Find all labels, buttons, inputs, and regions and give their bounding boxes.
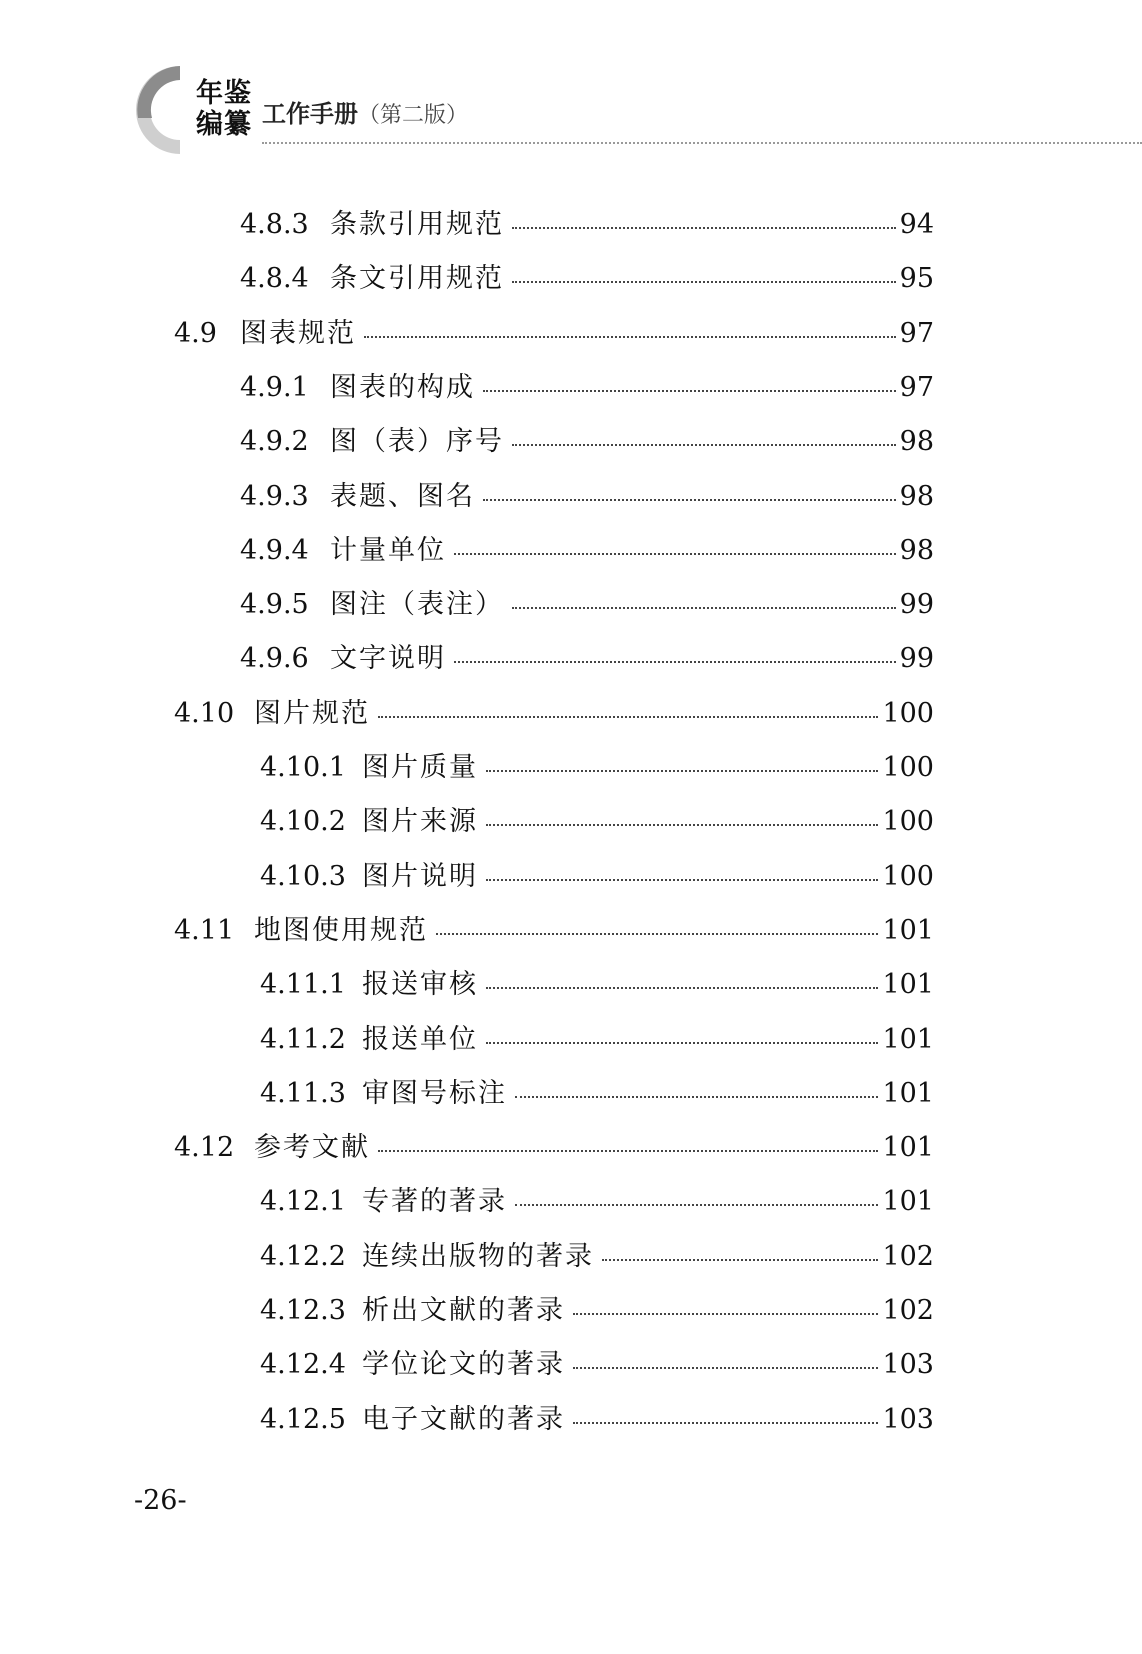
toc-leader-dots [378,1150,878,1152]
toc-entry-title: 审图号标注 [362,1078,507,1109]
brand-logo-text [196,78,252,140]
toc-entry-number: 4.12.2 [260,1241,346,1272]
toc-entry-page: 100 [882,698,934,729]
toc-leader-dots [454,661,896,663]
toc-leader-dots [486,770,878,772]
toc-entry[interactable] [240,425,934,459]
toc-entry-title: 报送审核 [362,969,478,1000]
toc-entry-title: 条文引用规范 [330,263,504,294]
toc-entry-number: 4.8.4 [240,263,309,294]
toc-leader-dots [573,1367,878,1369]
toc-entry[interactable] [260,1240,934,1274]
toc-entry[interactable] [260,1348,934,1382]
toc-leader-dots [512,227,896,229]
brand-line-1: 年鉴 [196,78,252,109]
toc-entry-title: 地图使用规范 [254,915,428,946]
toc-entry-number: 4.11.2 [260,1024,346,1055]
toc-entry-number: 4.9.3 [240,481,309,512]
toc-entry-page: 99 [899,589,934,620]
toc-leader-dots [512,607,896,609]
toc-entry-page: 101 [882,1024,934,1055]
toc-entry-number: 4.9.1 [240,372,309,403]
toc-entry-page: 95 [899,263,934,294]
toc-entry-title: 析出文献的著录 [362,1295,565,1326]
toc-entry[interactable] [240,534,934,568]
toc-leader-dots [515,1096,878,1098]
toc-entry-title: 图表的构成 [330,372,475,403]
book-title [262,94,468,129]
toc-entry[interactable] [174,1131,934,1165]
toc-entry[interactable] [240,208,934,242]
toc-entry-number: 4.12.3 [260,1295,346,1326]
toc-entry-number: 4.11 [174,915,235,946]
toc-entry[interactable] [260,751,934,785]
toc-entry-number: 4.9 [174,318,217,349]
brand-line-2: 编纂 [196,109,252,140]
toc-leader-dots [364,336,896,338]
toc-entry-page: 102 [882,1241,934,1272]
toc-leader-dots [602,1259,878,1261]
toc-entry[interactable] [174,317,934,351]
toc-entry-number: 4.12.1 [260,1186,346,1217]
toc-entry-number: 4.11.1 [260,969,346,1000]
toc-entry[interactable] [174,697,934,731]
toc-entry-number: 4.9.5 [240,589,309,620]
toc-entry-page: 103 [882,1349,934,1380]
toc-entry-number: 4.8.3 [240,209,309,240]
toc-entry-number: 4.9.6 [240,643,309,674]
page-header [0,0,1142,180]
toc-entry-number: 4.10 [174,698,235,729]
toc-entry-title: 文字说明 [330,643,446,674]
toc-entry[interactable] [260,1403,934,1437]
toc-leader-dots [483,390,896,392]
toc-leader-dots [454,553,896,555]
toc-entry-page: 98 [899,535,934,566]
toc-entry-page: 101 [882,1078,934,1109]
book-title-main: 工作手册 [262,100,358,128]
toc-leader-dots [573,1313,878,1315]
toc-entry[interactable] [260,1185,934,1219]
toc-entry-number: 4.11.3 [260,1078,346,1109]
toc-leader-dots [515,1204,878,1206]
toc-entry-title: 图片规范 [254,698,370,729]
book-edition: （第二版） [358,103,469,128]
toc-leader-dots [512,444,896,446]
toc-entry-title: 表题、图名 [330,481,475,512]
toc-entry-page: 100 [882,806,934,837]
toc-entry-title: 条款引用规范 [330,209,504,240]
toc-entry[interactable] [260,860,934,894]
toc-entry-page: 102 [882,1295,934,1326]
toc-entry-page: 98 [899,481,934,512]
toc-entry-page: 100 [882,752,934,783]
toc-entry-number: 4.10.3 [260,861,346,892]
toc-entry-title: 图片来源 [362,806,478,837]
toc-entry-title: 图表规范 [240,318,356,349]
toc-entry-number: 4.12.5 [260,1404,346,1435]
toc-entry-number: 4.9.2 [240,426,309,457]
toc-entry-page: 103 [882,1404,934,1435]
toc-leader-dots [486,1042,878,1044]
toc-entry[interactable] [260,1077,934,1111]
toc-entry-title: 专著的著录 [362,1186,507,1217]
toc-entry-page: 97 [899,372,934,403]
toc-entry-title: 图片质量 [362,752,478,783]
toc-entry[interactable] [240,588,934,622]
toc-entry[interactable] [260,1294,934,1328]
toc-entry-title: 连续出版物的著录 [362,1241,594,1272]
toc-entry-title: 计量单位 [330,535,446,566]
toc-entry[interactable] [240,262,934,296]
logo-arc-icon [132,62,192,158]
toc-entry[interactable] [260,1023,934,1057]
toc-entry-page: 94 [899,209,934,240]
toc-entry-title: 电子文献的著录 [362,1404,565,1435]
toc-leader-dots [436,933,878,935]
toc-entry-page: 101 [882,1132,934,1163]
toc-leader-dots [512,281,896,283]
toc-leader-dots [378,716,878,718]
toc-entry[interactable] [240,371,934,405]
toc-entry-title: 图注（表注） [330,589,504,620]
toc-entry-number: 4.12.4 [260,1349,346,1380]
toc-entry-page: 100 [882,861,934,892]
toc-leader-dots [486,987,878,989]
toc-entry-page: 101 [882,1186,934,1217]
toc-entry[interactable] [240,480,934,514]
toc-entry-title: 图（表）序号 [330,426,504,457]
toc-entry-page: 97 [899,318,934,349]
toc-entry-number: 4.12 [174,1132,235,1163]
toc-leader-dots [483,499,896,501]
toc-entry-number: 4.10.2 [260,806,346,837]
toc-leader-dots [486,824,878,826]
toc-entry[interactable] [240,642,934,676]
toc-entry[interactable] [174,914,934,948]
toc-entry-title: 参考文献 [254,1132,370,1163]
toc-entry-title: 图片说明 [362,861,478,892]
toc-leader-dots [486,879,878,881]
header-divider [262,142,1142,144]
toc-entry-page: 99 [899,643,934,674]
toc-entry-title: 报送单位 [362,1024,478,1055]
toc-entry-title: 学位论文的著录 [362,1349,565,1380]
page-number: -26- [134,1485,187,1516]
toc-entry-number: 4.10.1 [260,752,346,783]
toc-leader-dots [573,1422,878,1424]
toc-entry[interactable] [260,805,934,839]
toc-entry[interactable] [260,968,934,1002]
toc-entry-number: 4.9.4 [240,535,309,566]
toc-entry-page: 101 [882,915,934,946]
toc-entry-page: 98 [899,426,934,457]
toc-entry-page: 101 [882,969,934,1000]
